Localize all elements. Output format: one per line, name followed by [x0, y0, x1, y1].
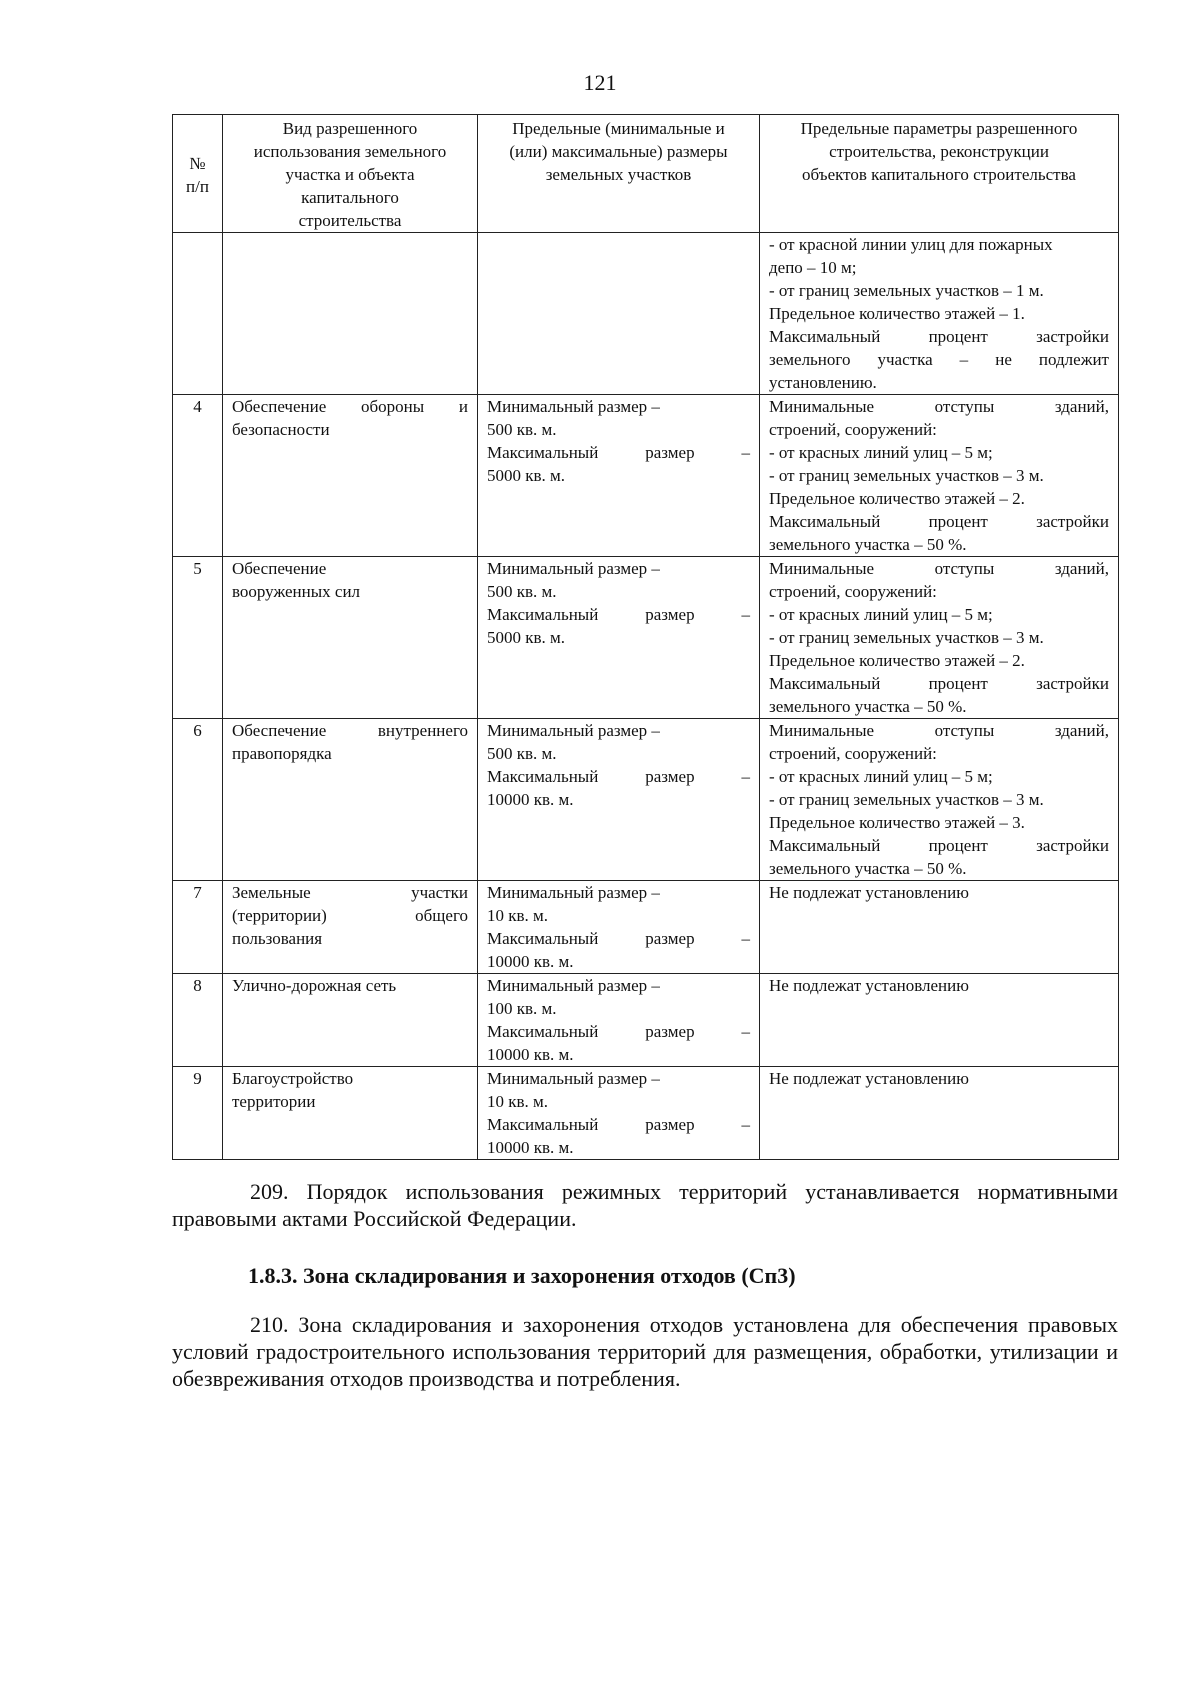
cell-line: Максимальный размер – [487, 929, 750, 948]
header-line: строительства [298, 211, 402, 230]
cell-line: 10000 кв. м. [487, 1138, 574, 1157]
cell-use [223, 233, 478, 395]
cell-line: пользования [232, 929, 323, 948]
cell-line: - от красных линий улиц – 5 м; [769, 767, 993, 786]
cell-line: Максимальный размер – [487, 1022, 750, 1041]
cell-line: Не подлежат установлению [769, 1069, 969, 1088]
cell-line: депо – 10 м; [769, 258, 857, 277]
cell-line: строений, сооружений: [769, 420, 937, 439]
cell-size [478, 233, 760, 395]
cell-params [760, 233, 1119, 395]
cell-num: 9 [173, 1067, 223, 1160]
cell-num: 6 [173, 719, 223, 881]
cell-line: Минимальный размер – [487, 1069, 660, 1088]
cell-line: Предельное количество этажей – 1. [769, 304, 1025, 323]
cell-line: правопорядка [232, 744, 332, 763]
cell-line: Минимальный размер – [487, 559, 660, 578]
table-row [173, 974, 1119, 1067]
header-line: участка и объекта [285, 165, 415, 184]
cell-size [478, 1067, 760, 1160]
cell-line: 100 кв. м. [487, 999, 557, 1018]
cell-line: Земельные участки [232, 883, 468, 902]
cell-line: Минимальные отступы зданий, [769, 559, 1109, 578]
cell-line: безопасности [232, 420, 330, 439]
cell-line: Предельное количество этажей – 2. [769, 489, 1025, 508]
cell-line: Предельное количество этажей – 3. [769, 813, 1025, 832]
header-line: использования земельного [253, 142, 447, 161]
cell-line: - от красной линии улиц для пожарных [769, 235, 1053, 254]
cell-use [223, 881, 478, 974]
cell-line: Предельное количество этажей – 2. [769, 651, 1025, 670]
cell-line: вооруженных сил [232, 582, 361, 601]
header-line: Предельные (минимальные и [512, 119, 725, 138]
table-row-continuation [173, 233, 1119, 395]
cell-line: - от границ земельных участков – 3 м. [769, 790, 1044, 809]
cell-line: 10 кв. м. [487, 1092, 549, 1111]
cell-line: установлению. [769, 373, 877, 392]
cell-line: Обеспечение обороны и [232, 397, 468, 416]
cell-size [478, 974, 760, 1067]
cell-line: Не подлежат установлению [769, 883, 969, 902]
cell-line: строений, сооружений: [769, 744, 937, 763]
cell-line: Максимальный процент застройки [769, 327, 1109, 346]
header-line: строительства, реконструкции [829, 142, 1049, 161]
cell-line: 500 кв. м. [487, 582, 557, 601]
header-line: капитального [301, 188, 399, 207]
cell-num: 5 [173, 557, 223, 719]
cell-line: Обеспечение внутреннего [232, 721, 468, 740]
cell-line: - от границ земельных участков – 3 м. [769, 466, 1044, 485]
cell-line: - от красных линий улиц – 5 м; [769, 605, 993, 624]
table-header-row [173, 115, 1119, 233]
cell-line: 5000 кв. м. [487, 466, 566, 485]
cell-line: 10000 кв. м. [487, 790, 574, 809]
cell-params [760, 719, 1119, 881]
cell-use [223, 395, 478, 557]
cell-use [223, 719, 478, 881]
cell-params [760, 1067, 1119, 1160]
cell-line: Минимальный размер – [487, 397, 660, 416]
cell-line: земельного участка – 50 %. [769, 859, 967, 878]
cell-line: - от границ земельных участков – 3 м. [769, 628, 1044, 647]
cell-line: Максимальный процент застройки [769, 512, 1109, 531]
cell-line: Максимальный размер – [487, 605, 750, 624]
table-row [173, 881, 1119, 974]
cell-line: Минимальные отступы зданий, [769, 397, 1109, 416]
header-line: № [189, 153, 206, 173]
cell-num [173, 233, 223, 395]
header-line: объектов капитального строительства [802, 165, 1076, 184]
parameters-table [172, 114, 1119, 1160]
cell-use [223, 974, 478, 1067]
cell-line: земельного участка – 50 %. [769, 535, 967, 554]
cell-line: Не подлежат установлению [769, 976, 969, 995]
cell-params [760, 881, 1119, 974]
header-line: земельных участков [545, 165, 692, 184]
cell-line: 10000 кв. м. [487, 952, 574, 971]
cell-line: Обеспечение [232, 559, 327, 578]
header-size [478, 115, 760, 233]
cell-line: Минимальные отступы зданий, [769, 721, 1109, 740]
cell-use [223, 557, 478, 719]
cell-line: - от красных линий улиц – 5 м; [769, 443, 993, 462]
cell-line: строений, сооружений: [769, 582, 937, 601]
cell-line: Максимальный размер – [487, 1115, 750, 1134]
cell-line: Максимальный размер – [487, 443, 750, 462]
cell-line: 500 кв. м. [487, 420, 557, 439]
table-row [173, 1067, 1119, 1160]
cell-line: 500 кв. м. [487, 744, 557, 763]
paragraph-209: 209. Порядок использования режимных территорий устанавливается нормативными правовыми актами Российской Федерации. [172, 1179, 1118, 1231]
cell-line: (территории) общего [232, 906, 468, 925]
cell-params [760, 974, 1119, 1067]
cell-num: 7 [173, 881, 223, 974]
cell-line: 10000 кв. м. [487, 1045, 574, 1064]
header-line: Предельные параметры разрешенного [800, 119, 1078, 138]
table-row [173, 557, 1119, 719]
cell-line: Минимальный размер – [487, 976, 660, 995]
cell-params [760, 395, 1119, 557]
cell-use [223, 1067, 478, 1160]
cell-line: земельного участка – 50 %. [769, 697, 967, 716]
header-line: (или) максимальные) размеры [509, 142, 728, 161]
cell-line: Максимальный процент застройки [769, 674, 1109, 693]
header-line: п/п [186, 176, 209, 196]
cell-size [478, 395, 760, 557]
cell-line: территории [232, 1092, 316, 1111]
section-heading: 1.8.3. Зона складирования и захоронения отходов (Сп3) [248, 1263, 796, 1288]
cell-num: 4 [173, 395, 223, 557]
cell-line: Улично-дорожная сеть [232, 976, 397, 995]
cell-line: Максимальный размер – [487, 767, 750, 786]
header-line: Вид разрешенного [282, 119, 418, 138]
table-row [173, 395, 1119, 557]
paragraph-210: 210. Зона складирования и захоронения отходов установлена для обеспечения правовых условий градостроительного использования территорий для размещения, обработки, утилизации и обезвреживания отходов производства и потребления. [172, 1312, 1118, 1391]
cell-size [478, 719, 760, 881]
cell-line: Минимальный размер – [487, 721, 660, 740]
header-use [223, 115, 478, 233]
page-number: 121 [583, 70, 617, 95]
cell-size [478, 557, 760, 719]
cell-line: Благоустройство [232, 1069, 354, 1088]
cell-line: земельного участка – не подлежит [769, 350, 1109, 369]
header-params [760, 115, 1119, 233]
cell-num: 8 [173, 974, 223, 1067]
cell-line: Минимальный размер – [487, 883, 660, 902]
cell-line: 10 кв. м. [487, 906, 549, 925]
cell-size [478, 881, 760, 974]
cell-line: 5000 кв. м. [487, 628, 566, 647]
cell-params [760, 557, 1119, 719]
table-row [173, 719, 1119, 881]
cell-line: - от границ земельных участков – 1 м. [769, 281, 1044, 300]
header-num [173, 115, 223, 233]
cell-line: Максимальный процент застройки [769, 836, 1109, 855]
